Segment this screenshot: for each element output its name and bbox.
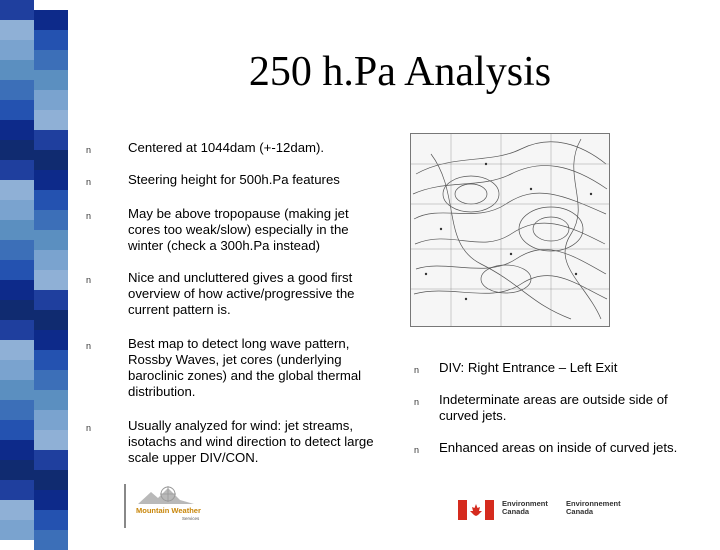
strip-block bbox=[34, 530, 68, 550]
strip-block bbox=[34, 50, 68, 70]
strip-block bbox=[34, 210, 68, 230]
strip-block bbox=[34, 10, 68, 30]
strip-block bbox=[34, 270, 68, 290]
strip-block bbox=[0, 460, 34, 480]
env-en-line1: Environment bbox=[502, 499, 548, 508]
weather-map-image bbox=[410, 133, 610, 327]
strip-block bbox=[34, 90, 68, 110]
strip-block bbox=[34, 170, 68, 190]
bullet-marker: n bbox=[86, 145, 92, 155]
bullet-item bbox=[86, 336, 386, 400]
strip-block bbox=[34, 370, 68, 390]
bullet-marker: n bbox=[86, 341, 92, 351]
bullet-marker: n bbox=[414, 397, 420, 407]
bullet-item bbox=[414, 360, 714, 376]
strip-block bbox=[0, 280, 34, 300]
bullet-marker: n bbox=[86, 423, 92, 433]
strip-block bbox=[0, 180, 34, 200]
strip-block bbox=[0, 160, 34, 180]
env-fr-line2: Canada bbox=[566, 507, 594, 516]
env-en-line2: Canada bbox=[502, 507, 530, 516]
bullet-text: Enhanced areas on inside of curved jets. bbox=[439, 440, 678, 455]
strip-block bbox=[0, 400, 34, 420]
environment-canada-en bbox=[502, 500, 548, 516]
strip-block bbox=[0, 80, 34, 100]
canada-flag-icon bbox=[458, 500, 494, 520]
strip-block bbox=[34, 110, 68, 130]
strip-block bbox=[0, 260, 34, 280]
strip-block bbox=[34, 290, 68, 310]
strip-block bbox=[0, 360, 34, 380]
strip-block bbox=[0, 100, 34, 120]
strip-block bbox=[34, 470, 68, 490]
bullet-marker: n bbox=[86, 177, 92, 187]
strip-block bbox=[0, 520, 34, 540]
bullet-item bbox=[414, 392, 714, 424]
bullet-item bbox=[86, 418, 386, 466]
environnement-canada-fr bbox=[566, 500, 621, 516]
strip-block bbox=[0, 440, 34, 460]
strip-block bbox=[34, 190, 68, 210]
strip-block bbox=[0, 140, 34, 160]
bullet-marker: n bbox=[414, 445, 420, 455]
strip-block bbox=[0, 200, 34, 220]
strip-block bbox=[0, 240, 34, 260]
strip-block bbox=[0, 120, 34, 140]
strip-block bbox=[0, 300, 34, 320]
strip-block bbox=[0, 340, 34, 360]
strip-block bbox=[0, 220, 34, 240]
bullet-text: May be above tropopause (making jet cores too weak/slow) especially in the winter (check a 300h.Pa instead) bbox=[128, 206, 349, 253]
mountain-weather-subtext: Services bbox=[182, 516, 200, 521]
mountain-weather-text: Mountain Weather bbox=[136, 506, 201, 515]
strip-block bbox=[0, 40, 34, 60]
bullet-text: Usually analyzed for wind: jet streams, isotachs and wind direction to detect large scale upper DIV/CON. bbox=[128, 418, 374, 465]
bullet-text: Best map to detect long wave pattern, Rossby Waves, jet cores (underlying baroclinic zones) and the global thermal distribution. bbox=[128, 336, 362, 399]
strip-block bbox=[0, 380, 34, 400]
strip-block bbox=[0, 320, 34, 340]
strip-block bbox=[34, 130, 68, 150]
bullet-marker: n bbox=[86, 275, 92, 285]
strip-block bbox=[34, 70, 68, 90]
mountain-weather-logo bbox=[124, 484, 208, 528]
strip-block bbox=[34, 490, 68, 510]
strip-block bbox=[34, 350, 68, 370]
strip-block bbox=[34, 510, 68, 530]
strip-block bbox=[0, 420, 34, 440]
bullet-text: Centered at 1044dam (+-12dam). bbox=[128, 140, 325, 155]
bullet-text: DIV: Right Entrance – Left Exit bbox=[439, 360, 618, 375]
logo-divider bbox=[124, 484, 126, 528]
strip-block bbox=[0, 480, 34, 500]
strip-block bbox=[0, 60, 34, 80]
environment-canada-logo bbox=[458, 500, 638, 522]
bullet-marker: n bbox=[86, 211, 92, 221]
bullet-item bbox=[414, 440, 714, 456]
strip-block bbox=[34, 430, 68, 450]
bullet-item bbox=[86, 206, 386, 254]
bullet-item bbox=[86, 140, 386, 156]
analysis-map-drawing bbox=[411, 134, 609, 326]
slide-title: 250 h.Pa Analysis bbox=[248, 49, 552, 95]
bullet-text: Nice and uncluttered gives a good first overview of how active/progressive the current pattern is. bbox=[128, 270, 355, 317]
bullet-text: Steering height for 500h.Pa features bbox=[128, 172, 340, 187]
bullet-item bbox=[86, 172, 386, 188]
strip-block bbox=[34, 30, 68, 50]
strip-block bbox=[34, 250, 68, 270]
strip-block bbox=[34, 310, 68, 330]
mountain-compass-icon bbox=[136, 484, 196, 506]
strip-block bbox=[34, 150, 68, 170]
env-fr-line1: Environnement bbox=[566, 499, 621, 508]
strip-block bbox=[34, 230, 68, 250]
strip-block bbox=[0, 20, 34, 40]
strip-block bbox=[34, 450, 68, 470]
strip-block bbox=[0, 500, 34, 520]
strip-block bbox=[0, 0, 34, 20]
bullet-item bbox=[86, 270, 386, 318]
strip-block bbox=[34, 410, 68, 430]
strip-block bbox=[34, 390, 68, 410]
decorative-strip bbox=[0, 0, 68, 540]
bullet-text: Indeterminate areas are outside side of curved jets. bbox=[439, 392, 668, 423]
bullet-marker: n bbox=[414, 365, 420, 375]
strip-block bbox=[34, 330, 68, 350]
